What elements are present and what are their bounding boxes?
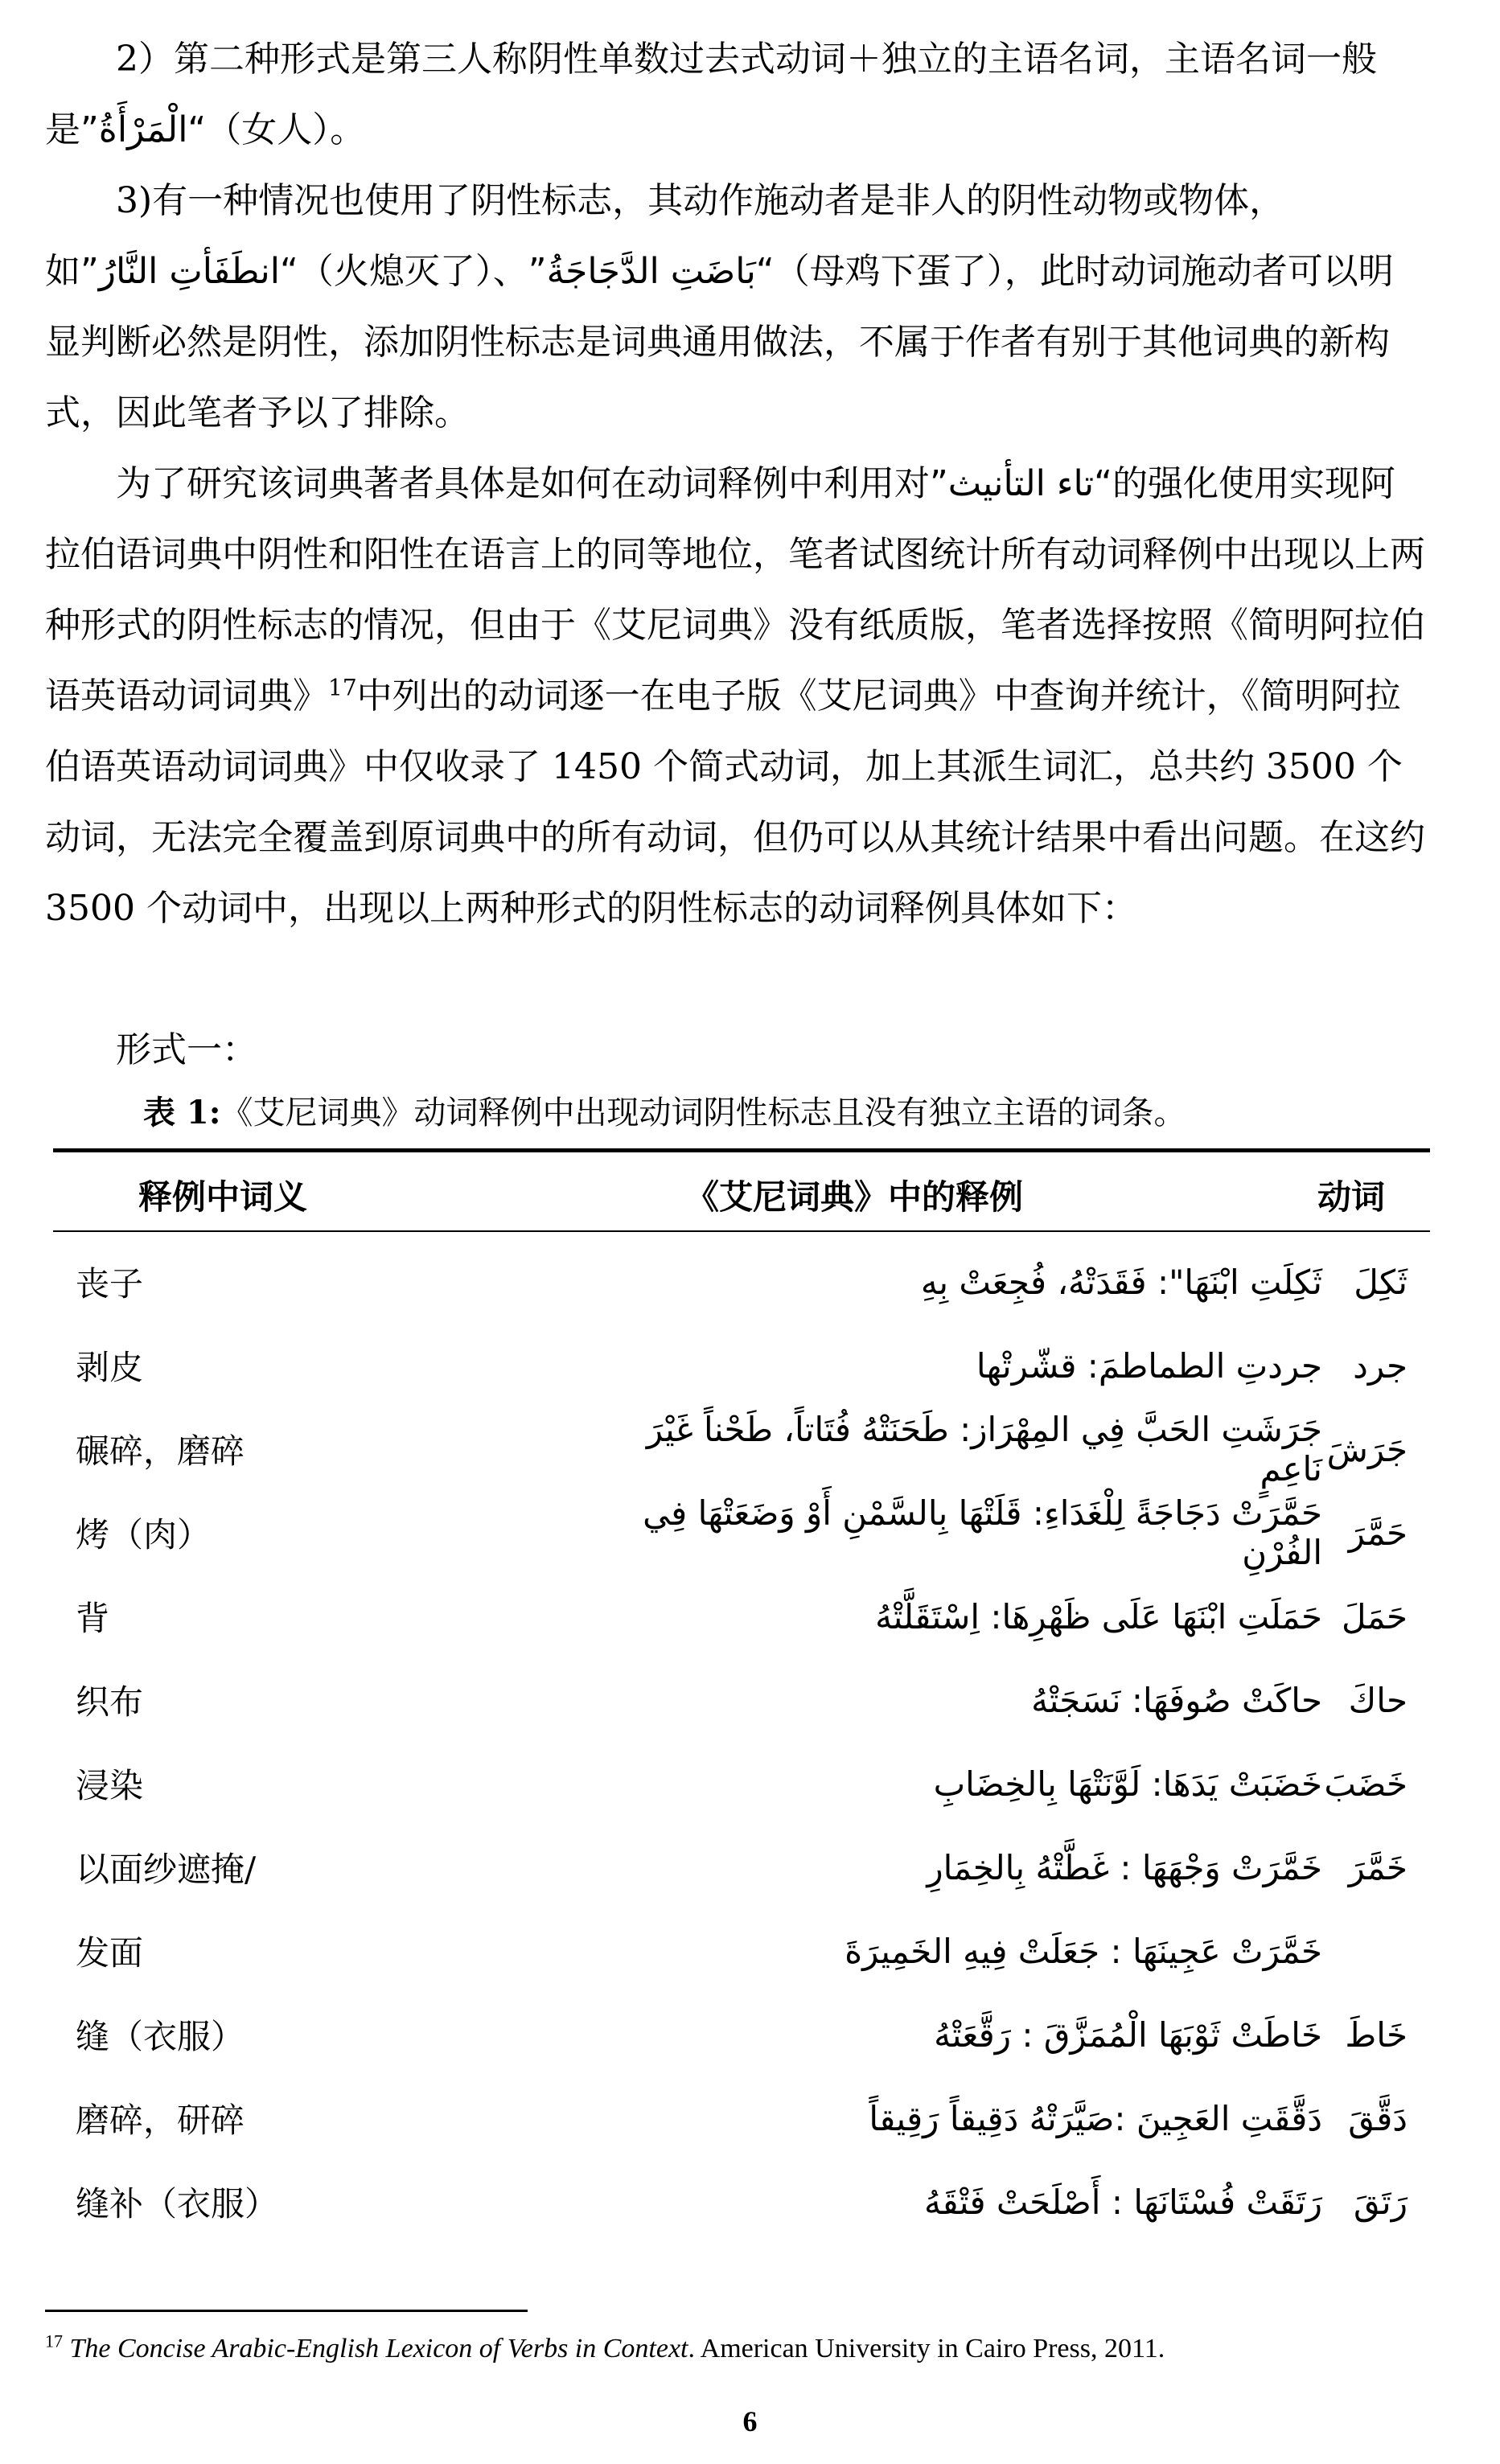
- header-example: 《艾尼词典》中的释例: [685, 1177, 1024, 1217]
- header-verb: 动词: [1317, 1177, 1386, 1217]
- table-row: 发面 خَمَّرَتْ عَجِينَهَا : جَعَلَتْ فِيهِ الخَمِيرَةَ: [76, 1931, 1322, 1973]
- arabic-term: “الْمَرْأَةُ”: [80, 109, 207, 150]
- table-header: [0, 1155, 1500, 1227]
- table-row: 丧子 ثَكِلَتِ ابْنَهَا": فَقَدَتْهُ، فُجِعَتْ بِهِ ثَكِلَ: [76, 1262, 1408, 1304]
- footnote-title: The Concise Arabic-English Lexicon of Verbs in Context: [69, 2334, 688, 2363]
- table-row: 以面纱遮掩/ خَمَّرَتْ وَجْهَهَا : غَطَّتْهُ بِالخِمَارِ خَمَّرَ: [76, 1847, 1408, 1889]
- table-row: 缝（衣服） خَاطَتْ ثَوْبَهَا الْمُمَزَّقَ : رَقَّعَتْهُ خَاطَ: [76, 2014, 1408, 2056]
- table-top-rule: [53, 1148, 1430, 1152]
- footnote-rule: [45, 2310, 528, 2312]
- verb-examples-table: [53, 1240, 1430, 2244]
- table-row: 剥皮 جردتِ الطماطمَ: قشّرتْها جرد: [76, 1345, 1408, 1387]
- footnote: $^{17}$ The Concise Arabic-English Lexicon of Verbs in Context. American University in Cairo Press, 2011.: [45, 2331, 1165, 2363]
- header-meaning: 释例中词义: [138, 1177, 308, 1217]
- table-header-rule: [53, 1230, 1430, 1232]
- table-row: 缝补（衣服） رَتَقَتْ فُسْتَانَهَا : أَصْلَحَتْ فَتْقَهُ رَتَقَ: [76, 2182, 1408, 2224]
- form-one-label: 形式一：: [116, 1029, 257, 1070]
- arabic-example-2: “بَاضَتِ الدَّجَاجَةُ”: [528, 251, 775, 292]
- paragraph-2: 3)有一种情况也使用了阴性标志，其动作施动者是非人的阴性动物或物体，如“انطَفَأتِ النَّارُ”（火熄灭了）、“بَاضَتِ الدَّجَاجَةُ”（母鸡下蛋了），此时动词施动者可以明显判断必然是阴性，添加阴性标志是词典通用做法，不属于作者有别于其他词典的新构式，因此笔者予以了排除。: [45, 180, 1394, 433]
- footnote-number: 17: [45, 2331, 63, 2351]
- paragraph-1: 2）第二种形式是第三人称阴性单数过去式动词＋独立的主语名词，主语名词一般是“الْمَرْأَةُ”（女人）。: [45, 39, 1377, 150]
- table-row: 织布 حاكَتْ صُوفَهَا: نَسَجَتْهُ حاكَ: [76, 1680, 1408, 1722]
- table-row: 烤（肉） حَمَّرَتْ دَجَاجَةً لِلْغَدَاءِ: قَلَتْهَا بِالسَّمْنِ أَوْ وَضَعَتْهَا فِي الفُرْنِ حَمَّرَ: [76, 1493, 1408, 1572]
- table-row: 背 حَمَلَتِ ابْنَهَا عَلَى ظَهْرِهَا: اِسْتَقَلَّتْهُ حَمَلَ: [76, 1596, 1408, 1638]
- table-row: 碾碎，磨碎 جَرَشَتِ الحَبَّ فِي المِهْرَاز: طَحَنَتْهُ فُتَاتاً، طَحْناً غَيْرَ نَاعِمٍ جَرَشَ: [76, 1410, 1408, 1489]
- page-number: 6: [742, 2405, 758, 2437]
- arabic-example-1: “انطَفَأتِ النَّارُ”: [80, 251, 298, 292]
- table-row: 浸染 خَضَبَتْ يَدَهَا: لَوَّنَتْهَا بِالخِضَابِ خَضَبَ: [76, 1764, 1408, 1805]
- arabic-term: “تاء التأنيث”: [930, 463, 1112, 504]
- table-row: 磨碎，研碎 دَقَّقَتِ العَجِينَ :صَيَّرَتْهُ دَقِيقاً رَقِيقاً دَقَّقَ: [76, 2098, 1408, 2140]
- footnote-ref: 17: [328, 674, 357, 701]
- table-caption: 表 1:《艾尼词典》动词释例中出现动词阴性标志且没有独立主语的词条。: [143, 1094, 1186, 1131]
- table-label: 表 1:: [143, 1094, 221, 1131]
- paragraph-3: 为了研究该词典著者具体是如何在动词释例中利用对“تاء التأنيث”的强化使用实现阿拉伯语词典中阴性和阳性在语言上的同等地位，笔者试图统计所有动词释例中出现以上两种形式的阴性标志的情况，但由于《艾尼词典》没有纸质版，笔者选择按照《简明阿拉伯语英语动词词典》$^{17}$中列出的动词逐一在电子版《艾尼词典》中查询并统计，《简明阿拉伯语英语动词词典》中仅收录了 1450 个简式动词，加上其派生词汇，总共约 3500 个动词，无法完全覆盖到原词典中的所有动词，但仍可以从其统计结果中看出问题。在这约 3500 个动词中，出现以上两种形式的阴性标志的动词释例具体如下：: [45, 463, 1425, 929]
